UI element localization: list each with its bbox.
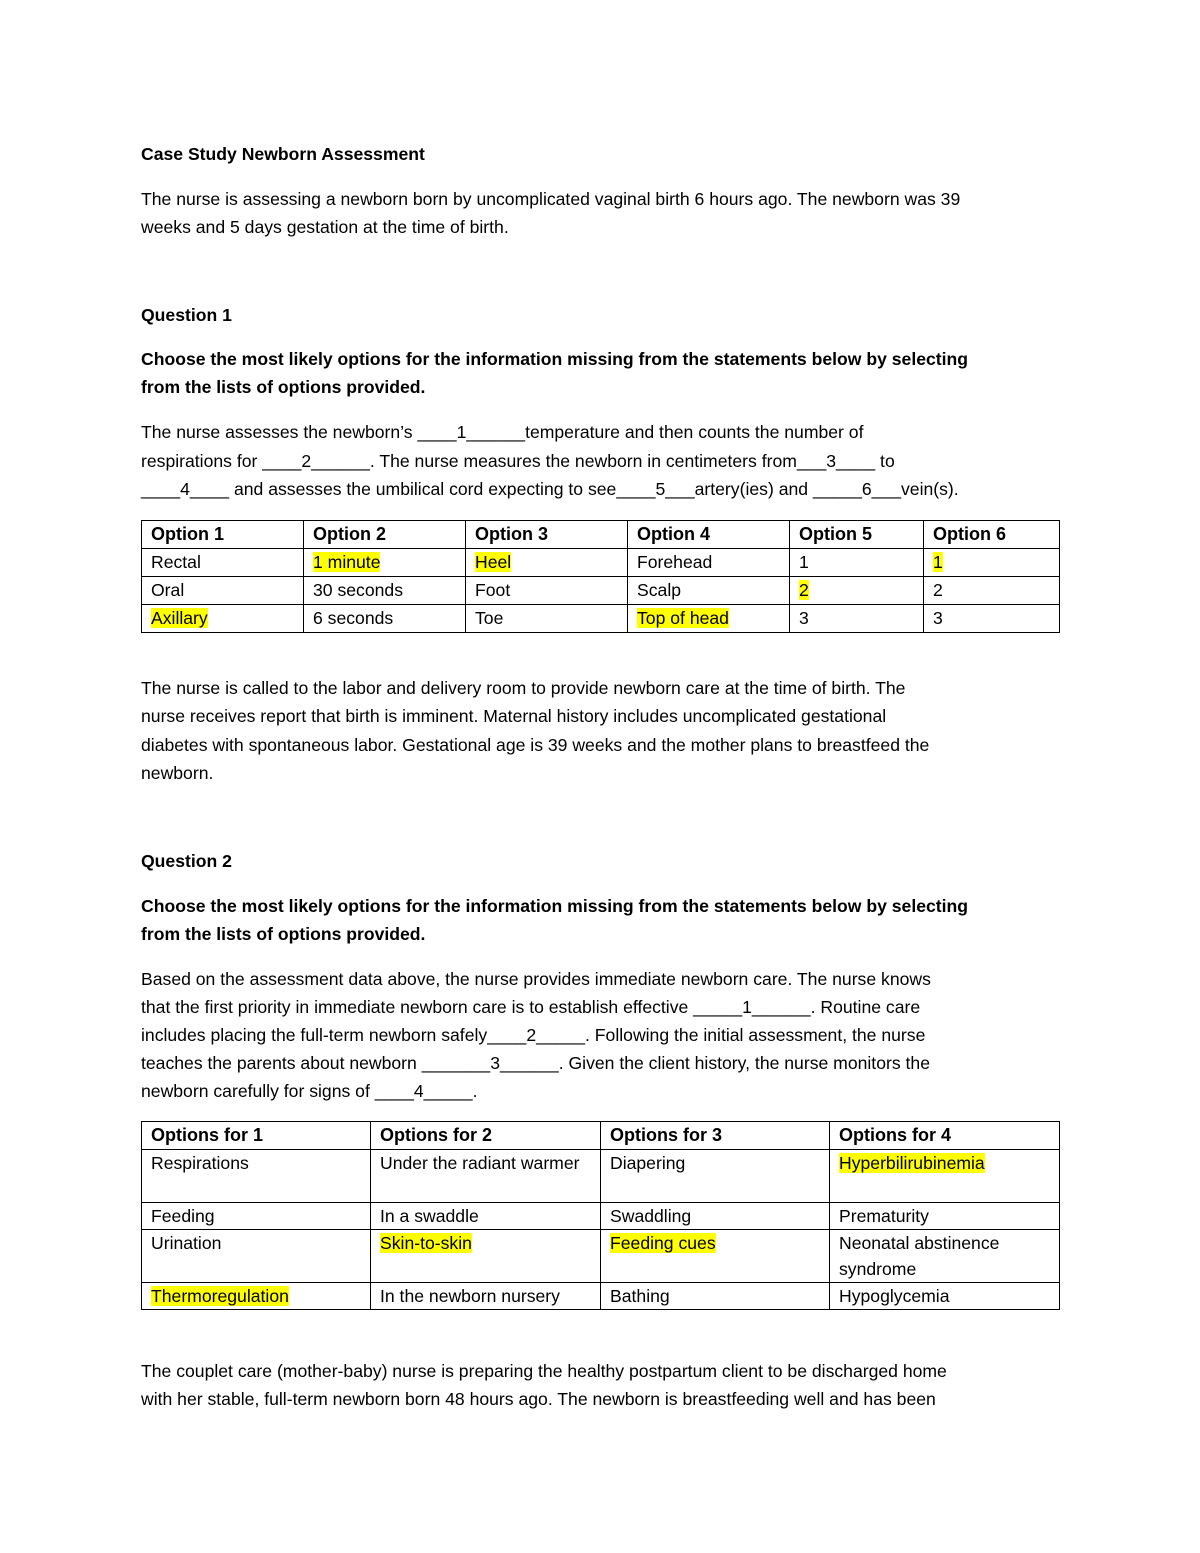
question-2-stem: Based on the assessment data above, the nurse provides immediate newborn care. The nurse knows	[141, 969, 931, 989]
option-text: Oral	[151, 580, 185, 600]
question-1-options-table	[141, 520, 1060, 633]
column-header: Options for 4	[830, 1122, 1060, 1150]
option-text: Bathing	[610, 1286, 670, 1306]
option-cell	[142, 1230, 371, 1283]
question-1-instruction: from the lists of options provided.	[141, 377, 426, 397]
option-cell	[830, 1283, 1060, 1310]
column-header: Option 1	[142, 521, 304, 549]
table-row	[142, 1283, 1060, 1310]
option-cell	[142, 1283, 371, 1310]
selected-option-text: Top of head	[637, 608, 729, 628]
column-header: Option 4	[628, 521, 790, 549]
question-2-heading: Question 2	[141, 851, 232, 871]
option-cell	[371, 1150, 601, 1203]
question-2-instruction: Choose the most likely options for the information missing from the statements below by selecting	[141, 896, 969, 916]
column-header: Option 6	[924, 521, 1060, 549]
option-text: 30 seconds	[313, 580, 403, 600]
selected-option-text: Axillary	[151, 608, 208, 628]
option-text: 3	[799, 608, 809, 628]
option-cell	[924, 605, 1060, 633]
selected-option-text: 1 minute	[313, 552, 381, 572]
option-text: 3	[933, 608, 943, 628]
option-cell	[142, 577, 304, 605]
option-text: Rectal	[151, 552, 201, 572]
column-header: Options for 3	[601, 1122, 830, 1150]
scenario-3-line: The couplet care (mother-baby) nurse is preparing the healthy postpartum client to be discharged home	[141, 1361, 947, 1381]
column-header: Options for 1	[142, 1122, 371, 1150]
option-cell	[371, 1283, 601, 1310]
option-cell	[924, 577, 1060, 605]
option-text: Urination	[151, 1233, 222, 1253]
table-row	[142, 549, 1060, 577]
selected-option-text: 2	[799, 580, 809, 600]
option-cell	[142, 1203, 371, 1230]
page-title: Case Study Newborn Assessment	[141, 144, 425, 164]
option-text: Foot	[475, 580, 511, 600]
selected-option-text: Skin-to-skin	[380, 1233, 472, 1253]
table-row	[142, 1203, 1060, 1230]
table-row	[142, 577, 1060, 605]
question-1-stem: respirations for ____2______. The nurse measures the newborn in centimeters from___3____ to	[141, 451, 895, 471]
question-2-instruction: from the lists of options provided.	[141, 924, 426, 944]
option-cell	[628, 577, 790, 605]
option-cell	[830, 1150, 1060, 1203]
option-cell	[304, 605, 466, 633]
option-text: 6 seconds	[313, 608, 394, 628]
option-text: Respirations	[151, 1153, 249, 1173]
option-text: 2	[933, 580, 943, 600]
option-cell	[628, 549, 790, 577]
scenario-3-line: with her stable, full-term newborn born 48 hours ago. The newborn is breastfeeding well and has been	[141, 1389, 936, 1409]
table-row	[142, 1230, 1060, 1283]
intro-line: The nurse is assessing a newborn born by uncomplicated vaginal birth 6 hours ago. The newborn was 39	[141, 189, 961, 209]
option-cell	[830, 1230, 1060, 1283]
selected-option-text: Feeding cues	[610, 1233, 716, 1253]
column-header: Option 5	[790, 521, 924, 549]
scenario-2-line: nurse receives report that birth is imminent. Maternal history includes uncomplicated gestational	[141, 706, 887, 726]
option-cell	[371, 1203, 601, 1230]
option-cell	[790, 577, 924, 605]
selected-option-text: Hyperbilirubinemia	[839, 1153, 985, 1173]
option-text: Under the radiant warmer	[380, 1153, 580, 1173]
option-cell	[142, 1150, 371, 1203]
option-cell	[466, 549, 628, 577]
column-header: Options for 2	[371, 1122, 601, 1150]
question-2-stem: newborn carefully for signs of ____4_____.	[141, 1081, 478, 1101]
selected-option-text: Thermoregulation	[151, 1286, 289, 1306]
scenario-2-line: diabetes with spontaneous labor. Gestational age is 39 weeks and the mother plans to breastfeed the	[141, 735, 930, 755]
option-cell	[601, 1203, 830, 1230]
intro-line: weeks and 5 days gestation at the time of birth.	[141, 217, 509, 237]
question-2-stem: includes placing the full-term newborn safely____2_____. Following the initial assessment, the nurse	[141, 1025, 926, 1045]
option-text: Hypoglycemia	[839, 1286, 950, 1306]
option-cell	[142, 549, 304, 577]
option-cell	[830, 1203, 1060, 1230]
option-cell	[924, 549, 1060, 577]
selected-option-text: Heel	[475, 552, 512, 572]
table-row	[142, 605, 1060, 633]
option-cell	[304, 549, 466, 577]
question-2-stem: that the first priority in immediate newborn care is to establish effective _____1______. Routine care	[141, 997, 921, 1017]
option-text: Neonatal abstinence syndrome	[839, 1233, 1000, 1279]
option-text: 1	[799, 552, 809, 572]
option-text: Scalp	[637, 580, 682, 600]
option-cell	[601, 1230, 830, 1283]
option-cell	[790, 605, 924, 633]
question-1-stem: The nurse assesses the newborn’s ____1______temperature and then counts the number of	[141, 422, 864, 442]
option-cell	[601, 1150, 830, 1203]
column-header: Option 2	[304, 521, 466, 549]
scenario-2-line: newborn.	[141, 763, 214, 783]
table-header-row	[142, 1122, 1060, 1150]
option-text: Swaddling	[610, 1206, 692, 1226]
option-cell	[601, 1283, 830, 1310]
option-cell	[142, 605, 304, 633]
option-text: Diapering	[610, 1153, 686, 1173]
table-header-row	[142, 521, 1060, 549]
option-cell	[304, 577, 466, 605]
option-cell	[466, 577, 628, 605]
option-text: Toe	[475, 608, 504, 628]
option-text: In a swaddle	[380, 1206, 479, 1226]
table-row	[142, 1150, 1060, 1203]
question-2-stem: teaches the parents about newborn _______3______. Given the client history, the nurse monitors the	[141, 1053, 930, 1073]
option-text: Feeding	[151, 1206, 215, 1226]
option-text: Prematurity	[839, 1206, 929, 1226]
column-header: Option 3	[466, 521, 628, 549]
question-1-instruction: Choose the most likely options for the information missing from the statements below by selecting	[141, 349, 969, 369]
option-cell	[466, 605, 628, 633]
option-text: Forehead	[637, 552, 713, 572]
option-text: In the newborn nursery	[380, 1286, 560, 1306]
option-cell	[371, 1230, 601, 1283]
question-2-options-table	[141, 1121, 1060, 1310]
question-1-stem: ____4____ and assesses the umbilical cord expecting to see____5___artery(ies) and _____6___vein(s).	[141, 479, 959, 499]
option-cell	[790, 549, 924, 577]
question-1-heading: Question 1	[141, 305, 232, 325]
scenario-2-line: The nurse is called to the labor and delivery room to provide newborn care at the time of birth. The	[141, 678, 906, 698]
option-cell	[628, 605, 790, 633]
selected-option-text: 1	[933, 552, 943, 572]
